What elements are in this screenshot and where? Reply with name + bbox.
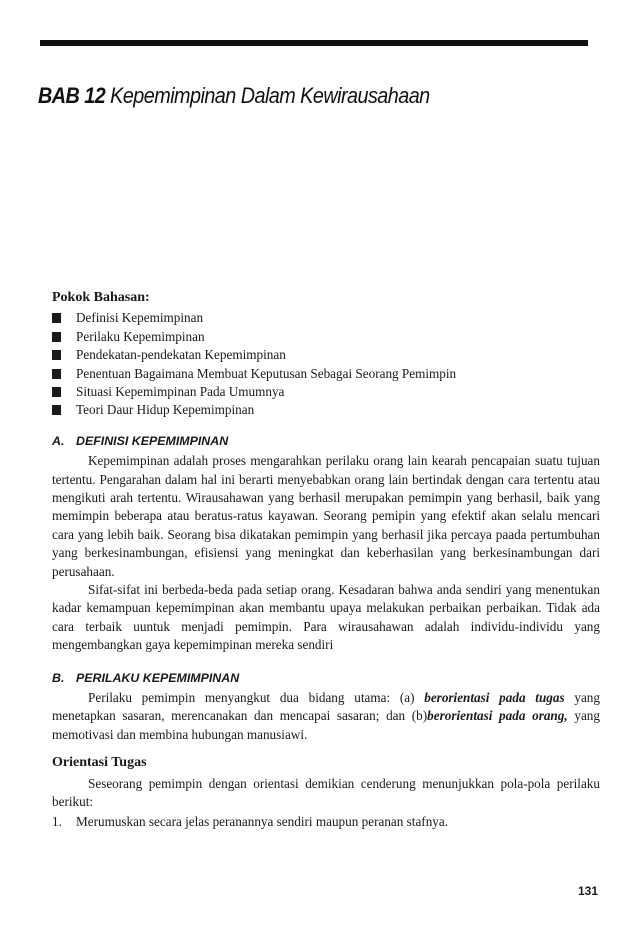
pokok-bahasan [52, 289, 600, 420]
square-bullet-icon [52, 332, 61, 342]
square-bullet-icon [52, 350, 61, 360]
page-number: 131 [577, 884, 598, 898]
list-item: Situasi Kepemimpinan Pada Umumnya [52, 383, 600, 401]
section-b-heading [52, 669, 600, 687]
list-item: Pendekatan-pendekatan Kepemimpinan [52, 346, 600, 364]
page-content [52, 289, 600, 832]
list-item: Definisi Kepemimpinan [52, 309, 600, 327]
chapter-title-text: Kepemimpinan Dalam Kewirausahaan [110, 83, 430, 108]
chapter-title [38, 83, 542, 109]
square-bullet-icon [52, 369, 61, 379]
list-item: Teori Daur Hidup Kepemimpinan [52, 401, 600, 419]
item-number: 1. [52, 814, 62, 830]
section-a-paragraph-1: Kepemimpinan adalah proses mengarahkan perilaku orang lain kearah pencapaian suatu tujuan tertentu. Pengarahan dalam hal ini berarti menyebabkan orang lain bertindak dengan cara tertentu atau mengikuti arah tertentu. Wirausahawan yang berhasil merupakan pemimpin yang berhasil, baik yang memimpin beberapa atau beratus-ratus kayawan. Seorang pemipin yang efektif akan selalu mencari cara yang lebih baik. Seorang bisa dikatakan pemimpin yang berhasil jika percaya paada pertumbuhan yang berkesinambungan, efisiensi yang meningkat dan keberhasilan yang berkesinambungan dari perusahaan. [52, 453, 600, 579]
orientasi-tugas-paragraph: Seseorang pemimpin dengan orientasi demikian cenderung menunjukkan pola-pola perilaku berikut: [52, 775, 600, 810]
emphasis-task-oriented: berorientasi pada tugas [424, 690, 565, 706]
orientasi-tugas-heading: Orientasi Tugas [52, 755, 147, 771]
square-bullet-icon [52, 313, 61, 323]
item-text: Merumuskan secara jelas peranannya sendiri maupun peranan stafnya. [76, 814, 449, 830]
top-rule [40, 40, 588, 46]
section-a-heading [52, 432, 600, 450]
topic-list [52, 309, 600, 419]
list-item: Penentuan Bagaimana Membuat Keputusan Sebagai Seorang Pemimpin [52, 365, 600, 383]
list-item: Perilaku Kepemimpinan [52, 328, 600, 346]
chapter-label: BAB 12 [38, 83, 106, 108]
pokok-bahasan-title: Pokok Bahasan: [52, 290, 150, 305]
square-bullet-icon [52, 405, 61, 415]
section-a-letter: A. [52, 433, 65, 448]
emphasis-people-oriented: berorientasi pada orang, [427, 708, 568, 724]
square-bullet-icon [52, 387, 61, 397]
numbered-item [52, 813, 600, 831]
section-b-letter: B. [52, 670, 65, 685]
section-a-paragraph-2: Sifat-sifat ini berbeda-beda pada setiap orang. Kesadaran bahwa anda sendiri yang menentukan kadar kemampuan kepemimpinan akan membantu upaya melakukan perbaikan perbaikan. Tidak ada cara terbaik uuntuk menjadi pemimpin. Para wirausahawan adalah individu-individu yang mengembangkan gaya kepemimpinan mereka sendiri [52, 582, 600, 653]
section-b-title: PERILAKU KEPEMIMPINAN [76, 670, 240, 685]
section-b-paragraph: Perilaku pemimpin menyangkut dua bidang utama: (a) berorientasi pada tugas yang menetapkan sasaran, merencanakan dan mencapai sasaran; dan (b)berorientasi pada orang, yang memotivasi dan membina hubungan manusiawi. [52, 690, 600, 742]
section-a-title: DEFINISI KEPEMIMPINAN [76, 433, 229, 448]
